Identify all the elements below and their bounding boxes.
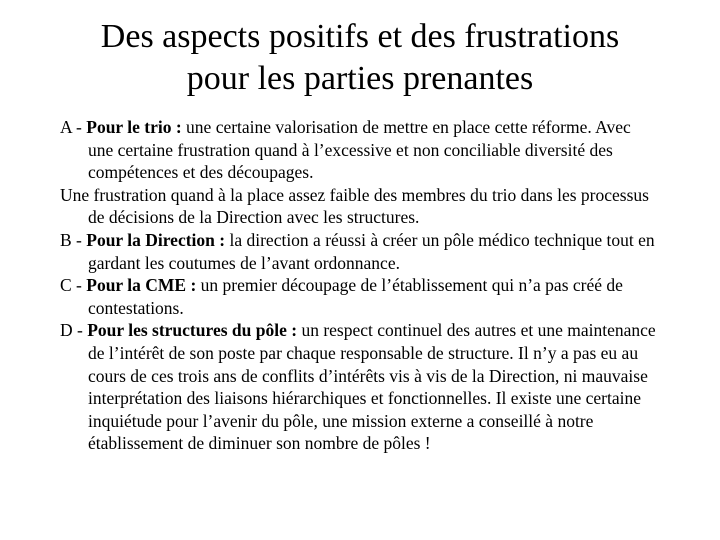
paragraph-cme: [60, 274, 660, 319]
paragraph-heading: Pour la Direction :: [86, 229, 226, 250]
slide-title: [20, 16, 700, 100]
paragraph-text: Une frustration quand à la place assez faible des membres du trio dans les processus de décisions de la Direction avec les structures.: [60, 184, 649, 228]
paragraph-text: un premier découpage de l’établissement qui n’a pas créé de contestations.: [88, 275, 623, 318]
paragraph-prefix: A -: [60, 117, 87, 137]
slide-body: [60, 116, 660, 455]
slide-title-line-1: Des aspects positifs et des frustrations: [100, 18, 620, 55]
paragraph-structures: [60, 319, 660, 455]
paragraph-trio-frustration: [60, 184, 660, 229]
paragraph-text: la direction a réussi à créer un pôle médico technique tout en gardant les coutumes de l’avant ordonnance.: [88, 229, 655, 273]
paragraph-prefix: D -: [60, 320, 88, 341]
paragraph-heading: Pour les structures du pôle :: [87, 320, 298, 341]
paragraph-text: une certaine valorisation de mettre en place cette réforme. Avec une certaine frustration quand à l’excessive et non conciliable diversité des compétences et des découpages.: [88, 117, 631, 183]
paragraph-heading: Pour le trio :: [86, 117, 182, 137]
paragraph-direction: [60, 229, 660, 274]
paragraph-text: un respect continuel des autres et une maintenance de l’intérêt de son poste par chaque responsable de structure. Il n’y a pas eu au cours de ces trois ans de conflits d’intérêts vis à vis de la Direction, ni mauvaise interprétation des liaisons hiérarchiques et fonctionnelles. Il existe une certaine inquiétude pour l’avenir du pôle, une mission externe a conseillé à notre établissement de diminuer son nombre de pôles !: [88, 320, 656, 454]
paragraph-trio: [60, 116, 660, 184]
paragraph-prefix: C -: [60, 275, 87, 296]
paragraph-prefix: B -: [60, 229, 87, 250]
paragraph-heading: Pour la CME :: [86, 275, 197, 296]
slide-title-line-2: pour les parties prenantes: [186, 60, 534, 97]
